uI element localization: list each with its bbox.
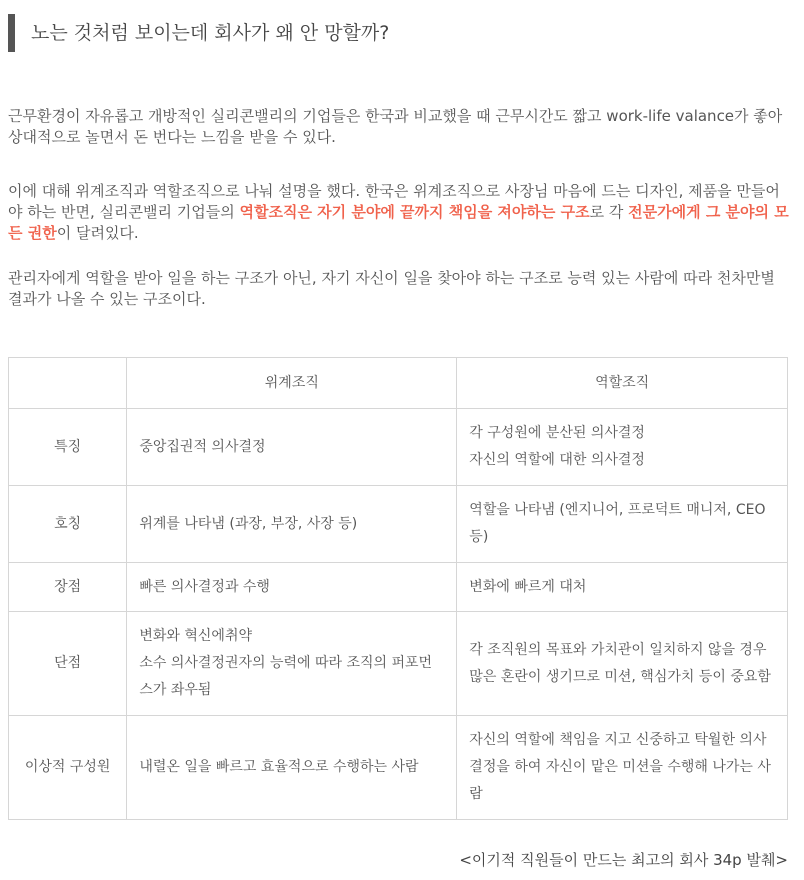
row-label: 호칭 [9, 486, 127, 563]
cell-line: 내렬온 일을 빠르고 효율적으로 수행하는 사람 [139, 759, 419, 775]
cell-line: 중앙집권적 의사결정 [139, 438, 266, 455]
row-label: 장점 [9, 563, 127, 612]
row-role-cell [457, 486, 788, 563]
row-label: 이상적 구성원 [9, 716, 127, 820]
cell-line: 역할을 나타냄 (엔지니어, 프로덕트 매니저, CEO 등) [469, 502, 766, 545]
paragraph-explanation-text-b: 로 각 [589, 203, 629, 221]
row-hierarchy-cell [127, 563, 457, 612]
table-row [9, 563, 788, 612]
paragraph-explanation [8, 181, 792, 244]
section-heading: 노는 것처럼 보이는데 회사가 왜 안 망할까? [8, 14, 788, 52]
row-label: 단점 [9, 612, 127, 716]
table-header-row [9, 358, 788, 409]
row-label: 특징 [9, 409, 127, 486]
paragraph-explanation-text-c: 이 달려있다. [56, 224, 139, 242]
cell-line: 각 구성원에 분산된 의사결정 [469, 425, 645, 441]
paragraph-conclusion: 관리자에게 역할을 받아 일을 하는 구조가 아닌, 자기 자신이 일을 찾아야 하는 구조로 능력 있는 사람에 따라 천차만별 결과가 나올 수 있는 구조이다. [8, 269, 775, 308]
row-hierarchy-cell [127, 486, 457, 563]
table-row [9, 409, 788, 486]
cell-line: 변화에 빠르게 대처 [469, 578, 587, 595]
row-hierarchy-cell [127, 612, 457, 716]
paragraph-explanation-text-a: 이에 대해 위계조직과 역할조직으로 나눠 설명을 했다. 한국은 위계조직으로 사장님 마음에 드는 디자인, 제품을 만들어야 하는 반면, 실리콘밸리 기업들의 [8, 182, 780, 221]
cell-line: 빠른 의사결정과 수행 [139, 578, 270, 595]
table-row [9, 486, 788, 563]
highlight-expert-authority: 전문가에게 그 분야의 모든 권한 [8, 203, 789, 242]
row-role-cell [457, 409, 788, 486]
cell-line: 위계를 나타냄 (과장, 부장, 사장 등) [139, 515, 358, 532]
cell-line: 각 조직원의 목표와 가치관이 일치하지 않을 경우 많은 혼란이 생기므로 미션, 핵심가치 등이 중요함 [469, 641, 771, 685]
table-row [9, 612, 788, 716]
row-role-cell [457, 612, 788, 716]
table-row [9, 716, 788, 820]
row-hierarchy-cell [127, 716, 457, 820]
paragraph-intro: 근무환경이 자유롭고 개방적인 실리콘밸리의 기업들은 한국과 비교했을 때 근무시간도 짧고 work-life valance가 좋아 상대적으로 놀면서 돈 번다는 느낌을 받을 수 있다. [8, 107, 783, 146]
highlight-role-organization: 역할조직은 자기 분야에 끝까지 책임을 져야하는 구조 [239, 203, 590, 221]
cell-line: 자신의 역할에 대한 의사결정 [469, 452, 645, 468]
comparison-table [8, 357, 788, 820]
cell-line: 소수 의사결정권자의 능력에 따라 조직의 퍼포먼스가 좌우됨 [139, 655, 433, 698]
row-hierarchy-cell [127, 409, 457, 486]
row-role-cell [457, 716, 788, 820]
cell-line: 자신의 역할에 책임을 지고 신중하고 탁월한 의사결정을 하여 자신이 맡은 미션을 수행해 나가는 사람 [469, 732, 771, 802]
cell-line: 변화와 혁신에취약 [139, 628, 252, 644]
source-citation: <이기적 직원들이 만드는 최고의 회사 34p 발췌> [459, 851, 788, 869]
row-role-cell [457, 563, 788, 612]
table-header-hierarchy: 위계조직 [127, 358, 457, 409]
table-header-role: 역할조직 [457, 358, 788, 409]
table-header-blank [9, 358, 127, 409]
